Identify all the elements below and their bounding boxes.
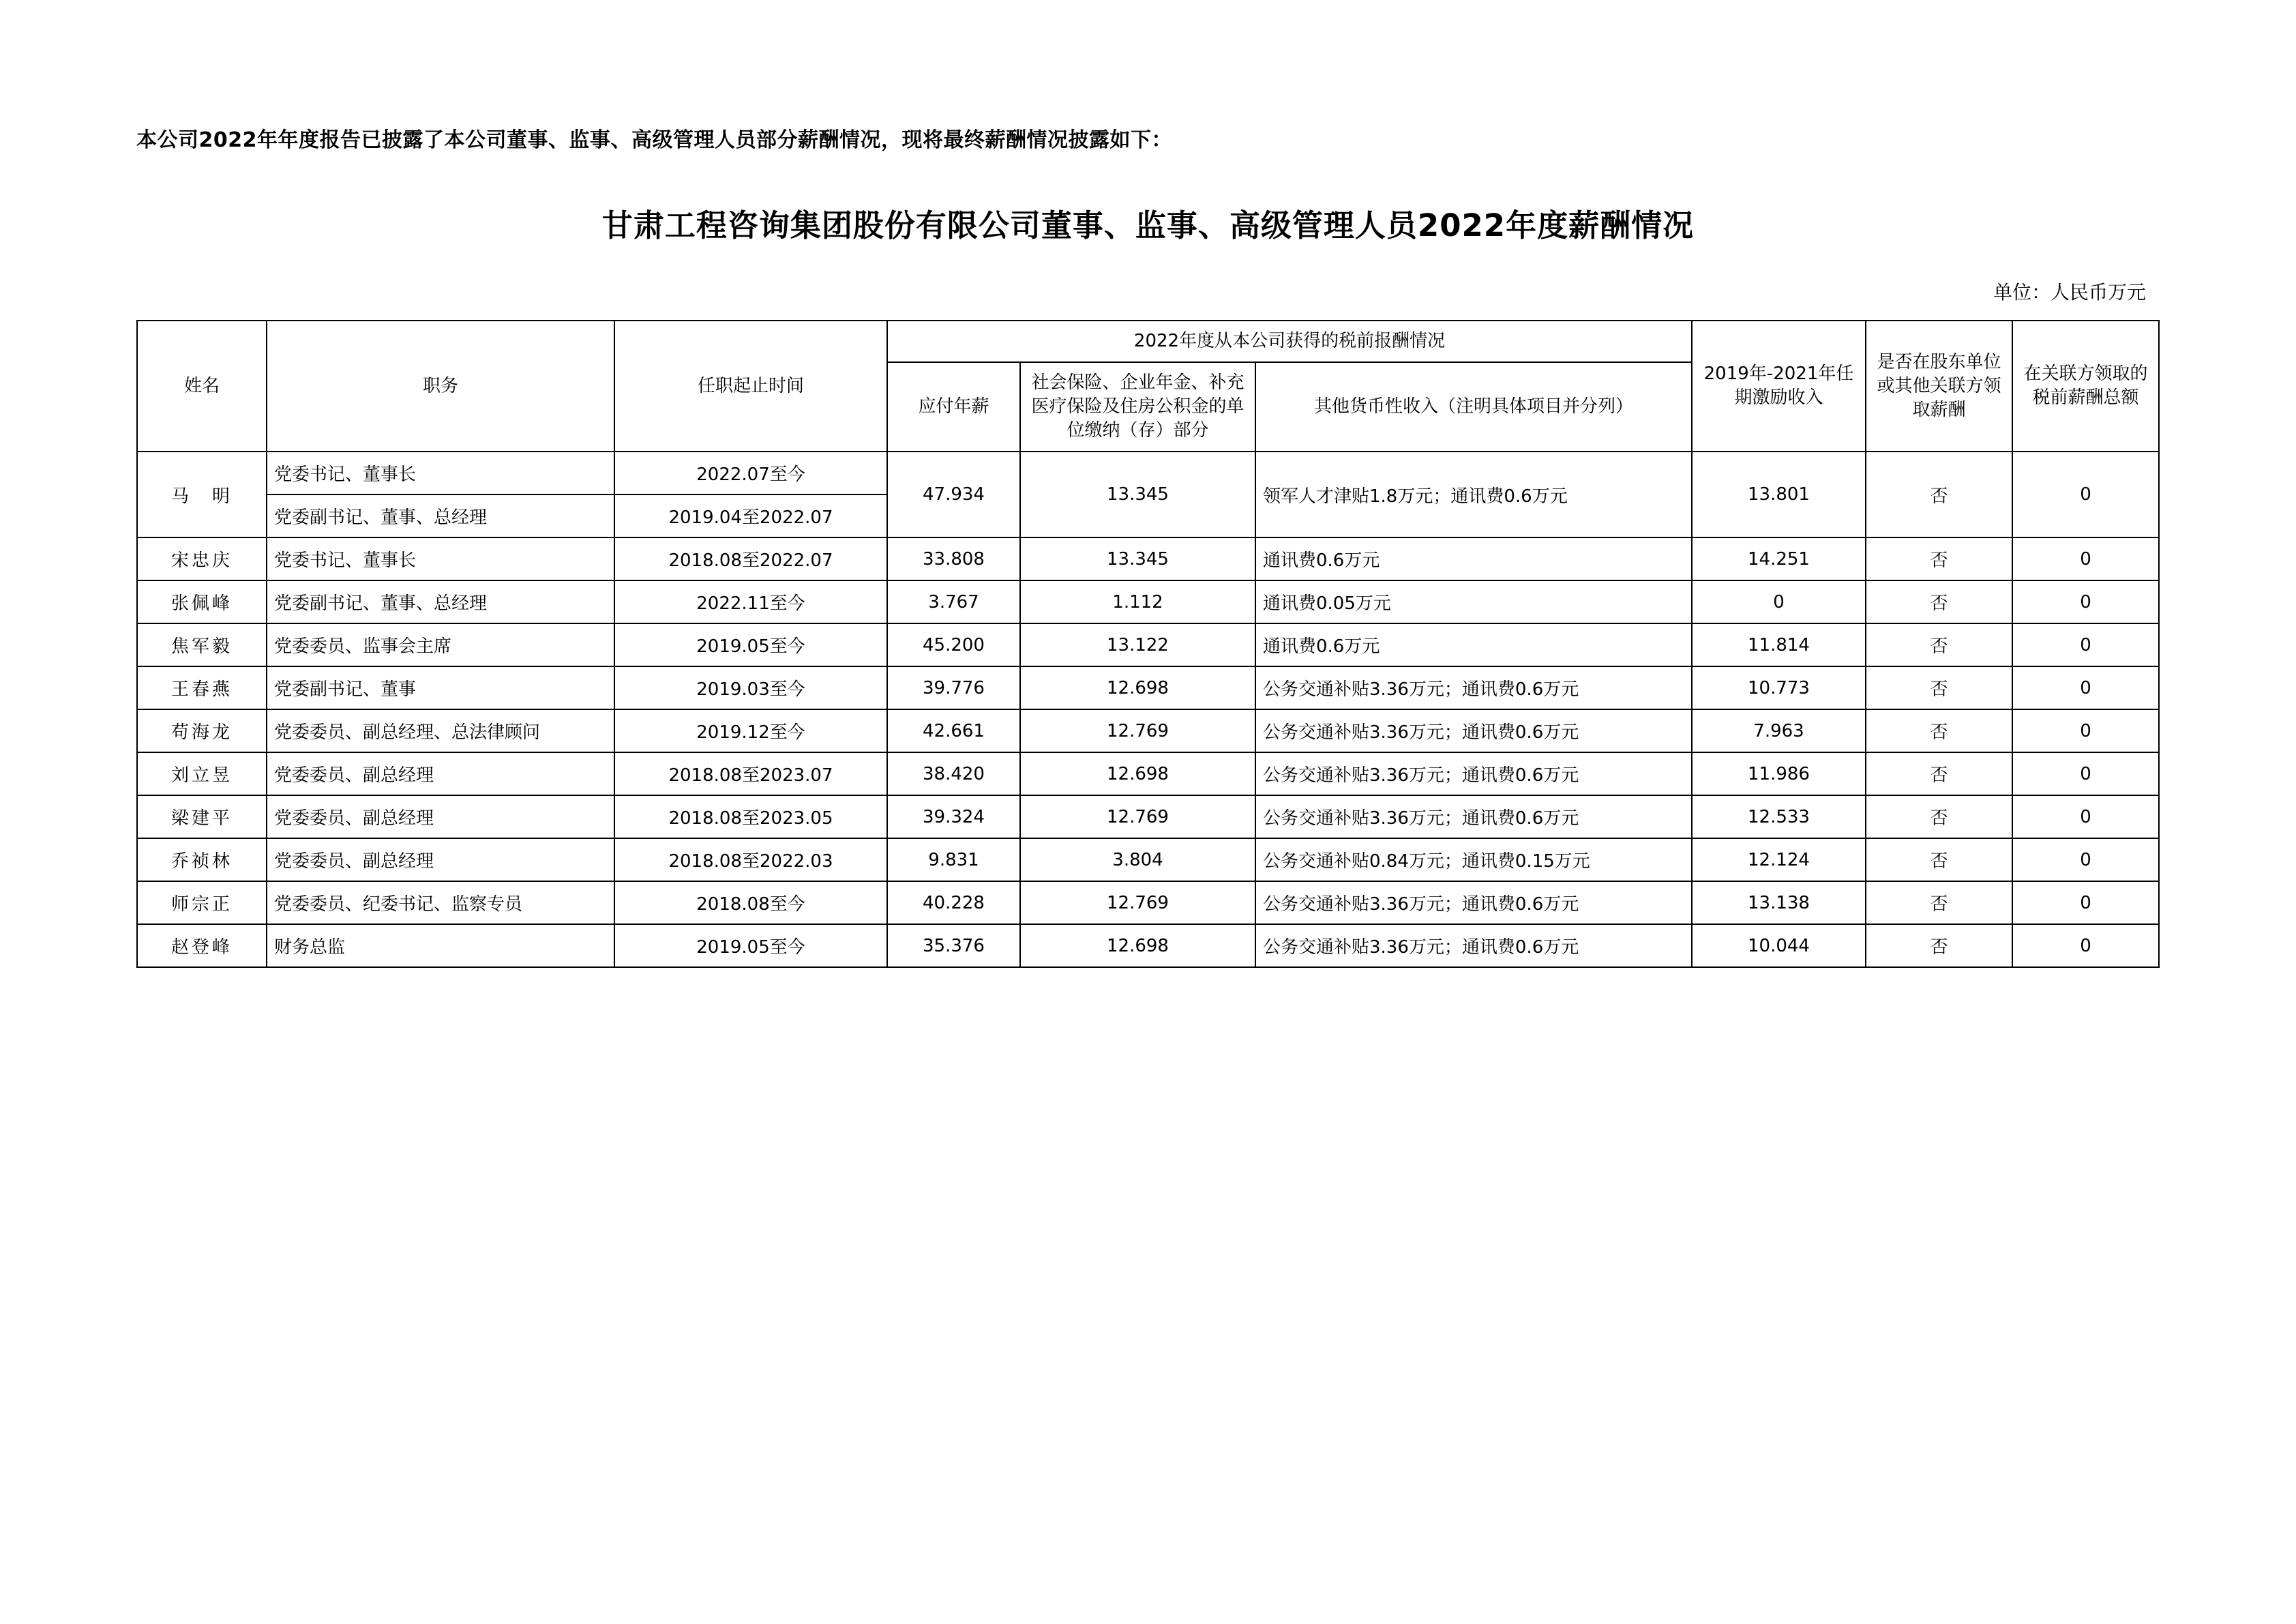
cell-insurance: 13.345 <box>1020 452 1255 537</box>
table-row <box>137 795 2159 838</box>
cell-post: 党委副书记、董事、总经理 <box>267 494 614 537</box>
page-title: 甘肃工程咨询集团股份有限公司董事、监事、高级管理人员2022年度薪酬情况 <box>601 207 1695 243</box>
cell-name: 宋忠庆 <box>137 537 267 580</box>
cell-pay: 33.808 <box>887 537 1020 580</box>
cell-post: 党委副书记、董事、总经理 <box>267 580 614 623</box>
cell-from-shareholder: 否 <box>1866 623 2012 666</box>
cell-incentive: 13.138 <box>1692 881 1866 924</box>
cell-from-shareholder: 否 <box>1866 452 2012 537</box>
cell-insurance: 13.122 <box>1020 623 1255 666</box>
cell-related-total: 0 <box>2012 924 2159 967</box>
table-row <box>137 623 2159 666</box>
cell-from-shareholder: 否 <box>1866 838 2012 881</box>
table-row <box>137 752 2159 795</box>
cell-post: 党委书记、董事长 <box>267 537 614 580</box>
cell-incentive: 12.533 <box>1692 795 1866 838</box>
cell-from-shareholder: 否 <box>1866 795 2012 838</box>
cell-post: 党委委员、副总经理 <box>267 795 614 838</box>
cell-name: 刘立昱 <box>137 752 267 795</box>
cell-other-income: 公务交通补贴3.36万元；通讯费0.6万元 <box>1255 924 1692 967</box>
cell-other-income: 公务交通补贴3.36万元；通讯费0.6万元 <box>1255 795 1692 838</box>
cell-pay: 3.767 <box>887 580 1020 623</box>
table-body <box>137 452 2159 967</box>
cell-other-income: 通讯费0.05万元 <box>1255 580 1692 623</box>
col-header-post: 职务 <box>267 321 614 452</box>
table-head <box>137 321 2159 452</box>
cell-name: 乔祯林 <box>137 838 267 881</box>
table-row <box>137 580 2159 623</box>
cell-post: 党委委员、副总经理、总法律顾问 <box>267 709 614 752</box>
cell-pay: 45.200 <box>887 623 1020 666</box>
table-header-row-1 <box>137 321 2159 362</box>
cell-from-shareholder: 否 <box>1866 537 2012 580</box>
cell-incentive: 10.044 <box>1692 924 1866 967</box>
cell-insurance: 1.112 <box>1020 580 1255 623</box>
cell-related-total: 0 <box>2012 452 2159 537</box>
cell-name: 焦军毅 <box>137 623 267 666</box>
cell-other-income: 公务交通补贴3.36万元；通讯费0.6万元 <box>1255 752 1692 795</box>
col-header-group-pretax: 2022年度从本公司获得的税前报酬情况 <box>887 321 1692 362</box>
cell-name: 赵登峰 <box>137 924 267 967</box>
cell-term: 2018.08至2023.05 <box>614 795 887 838</box>
cell-term: 2019.03至今 <box>614 666 887 709</box>
cell-pay: 9.831 <box>887 838 1020 881</box>
cell-term: 2022.07至今 <box>614 452 887 494</box>
cell-insurance: 12.698 <box>1020 666 1255 709</box>
col-header-term: 任职起止时间 <box>614 321 887 452</box>
cell-related-total: 0 <box>2012 752 2159 795</box>
col-header-from-shareholder: 是否在股东单位或其他关联方领取薪酬 <box>1866 321 2012 452</box>
cell-name: 马 明 <box>137 452 267 537</box>
table-row <box>137 881 2159 924</box>
col-header-other-income: 其他货币性收入（注明具体项目并分列） <box>1255 362 1692 452</box>
cell-term: 2019.05至今 <box>614 623 887 666</box>
cell-pay: 39.776 <box>887 666 1020 709</box>
table-row <box>137 838 2159 881</box>
cell-term: 2019.04至2022.07 <box>614 494 887 537</box>
cell-related-total: 0 <box>2012 666 2159 709</box>
col-header-insurance: 社会保险、企业年金、补充医疗保险及住房公积金的单位缴纳（存）部分 <box>1020 362 1255 452</box>
cell-incentive: 11.814 <box>1692 623 1866 666</box>
cell-other-income: 公务交通补贴3.36万元；通讯费0.6万元 <box>1255 666 1692 709</box>
cell-related-total: 0 <box>2012 537 2159 580</box>
cell-term: 2019.12至今 <box>614 709 887 752</box>
cell-insurance: 12.698 <box>1020 924 1255 967</box>
cell-term: 2018.08至今 <box>614 881 887 924</box>
cell-incentive: 0 <box>1692 580 1866 623</box>
cell-incentive: 13.801 <box>1692 452 1866 537</box>
cell-incentive: 7.963 <box>1692 709 1866 752</box>
cell-post: 党委委员、副总经理 <box>267 838 614 881</box>
cell-pay: 39.324 <box>887 795 1020 838</box>
cell-pay: 42.661 <box>887 709 1020 752</box>
cell-from-shareholder: 否 <box>1866 924 2012 967</box>
cell-from-shareholder: 否 <box>1866 580 2012 623</box>
salary-table <box>136 320 2160 968</box>
table-row <box>137 452 2159 494</box>
cell-incentive: 14.251 <box>1692 537 1866 580</box>
cell-post: 党委副书记、董事 <box>267 666 614 709</box>
cell-pay: 40.228 <box>887 881 1020 924</box>
col-header-name: 姓名 <box>137 321 267 452</box>
cell-name: 苟海龙 <box>137 709 267 752</box>
cell-incentive: 10.773 <box>1692 666 1866 709</box>
table-row <box>137 924 2159 967</box>
table-row <box>137 537 2159 580</box>
col-header-related-total: 在关联方领取的税前薪酬总额 <box>2012 321 2159 452</box>
cell-name: 师宗正 <box>137 881 267 924</box>
cell-term: 2018.08至2023.07 <box>614 752 887 795</box>
cell-pay: 38.420 <box>887 752 1020 795</box>
cell-from-shareholder: 否 <box>1866 752 2012 795</box>
col-header-pay: 应付年薪 <box>887 362 1020 452</box>
cell-term: 2019.05至今 <box>614 924 887 967</box>
cell-from-shareholder: 否 <box>1866 881 2012 924</box>
cell-other-income: 公务交通补贴0.84万元；通讯费0.15万元 <box>1255 838 1692 881</box>
cell-incentive: 11.986 <box>1692 752 1866 795</box>
intro-paragraph: 本公司2022年年度报告已披露了本公司董事、监事、高级管理人员部分薪酬情况，现将最终薪酬情况披露如下： <box>136 128 1172 152</box>
cell-post: 财务总监 <box>267 924 614 967</box>
cell-related-total: 0 <box>2012 580 2159 623</box>
cell-other-income: 公务交通补贴3.36万元；通讯费0.6万元 <box>1255 709 1692 752</box>
cell-from-shareholder: 否 <box>1866 666 2012 709</box>
cell-post: 党委书记、董事长 <box>267 452 614 494</box>
cell-name: 梁建平 <box>137 795 267 838</box>
cell-related-total: 0 <box>2012 881 2159 924</box>
cell-related-total: 0 <box>2012 623 2159 666</box>
unit-note: 单位：人民币万元 <box>1993 281 2146 304</box>
cell-name: 王春燕 <box>137 666 267 709</box>
cell-post: 党委委员、监事会主席 <box>267 623 614 666</box>
cell-insurance: 12.769 <box>1020 795 1255 838</box>
cell-other-income: 领军人才津贴1.8万元；通讯费0.6万元 <box>1255 452 1692 537</box>
cell-incentive: 12.124 <box>1692 838 1866 881</box>
cell-term: 2018.08至2022.07 <box>614 537 887 580</box>
cell-other-income: 通讯费0.6万元 <box>1255 623 1692 666</box>
cell-from-shareholder: 否 <box>1866 709 2012 752</box>
cell-related-total: 0 <box>2012 795 2159 838</box>
cell-post: 党委委员、纪委书记、监察专员 <box>267 881 614 924</box>
cell-insurance: 3.804 <box>1020 838 1255 881</box>
cell-insurance: 13.345 <box>1020 537 1255 580</box>
cell-term: 2018.08至2022.03 <box>614 838 887 881</box>
cell-pay: 35.376 <box>887 924 1020 967</box>
cell-post: 党委委员、副总经理 <box>267 752 614 795</box>
table-row <box>137 666 2159 709</box>
cell-insurance: 12.698 <box>1020 752 1255 795</box>
cell-other-income: 公务交通补贴3.36万元；通讯费0.6万元 <box>1255 881 1692 924</box>
cell-insurance: 12.769 <box>1020 881 1255 924</box>
cell-related-total: 0 <box>2012 709 2159 752</box>
col-header-incentive: 2019年-2021年任期激励收入 <box>1692 321 1866 452</box>
cell-name: 张佩峰 <box>137 580 267 623</box>
cell-insurance: 12.769 <box>1020 709 1255 752</box>
cell-term: 2022.11至今 <box>614 580 887 623</box>
cell-other-income: 通讯费0.6万元 <box>1255 537 1692 580</box>
cell-related-total: 0 <box>2012 838 2159 881</box>
table-row <box>137 709 2159 752</box>
cell-pay: 47.934 <box>887 452 1020 537</box>
